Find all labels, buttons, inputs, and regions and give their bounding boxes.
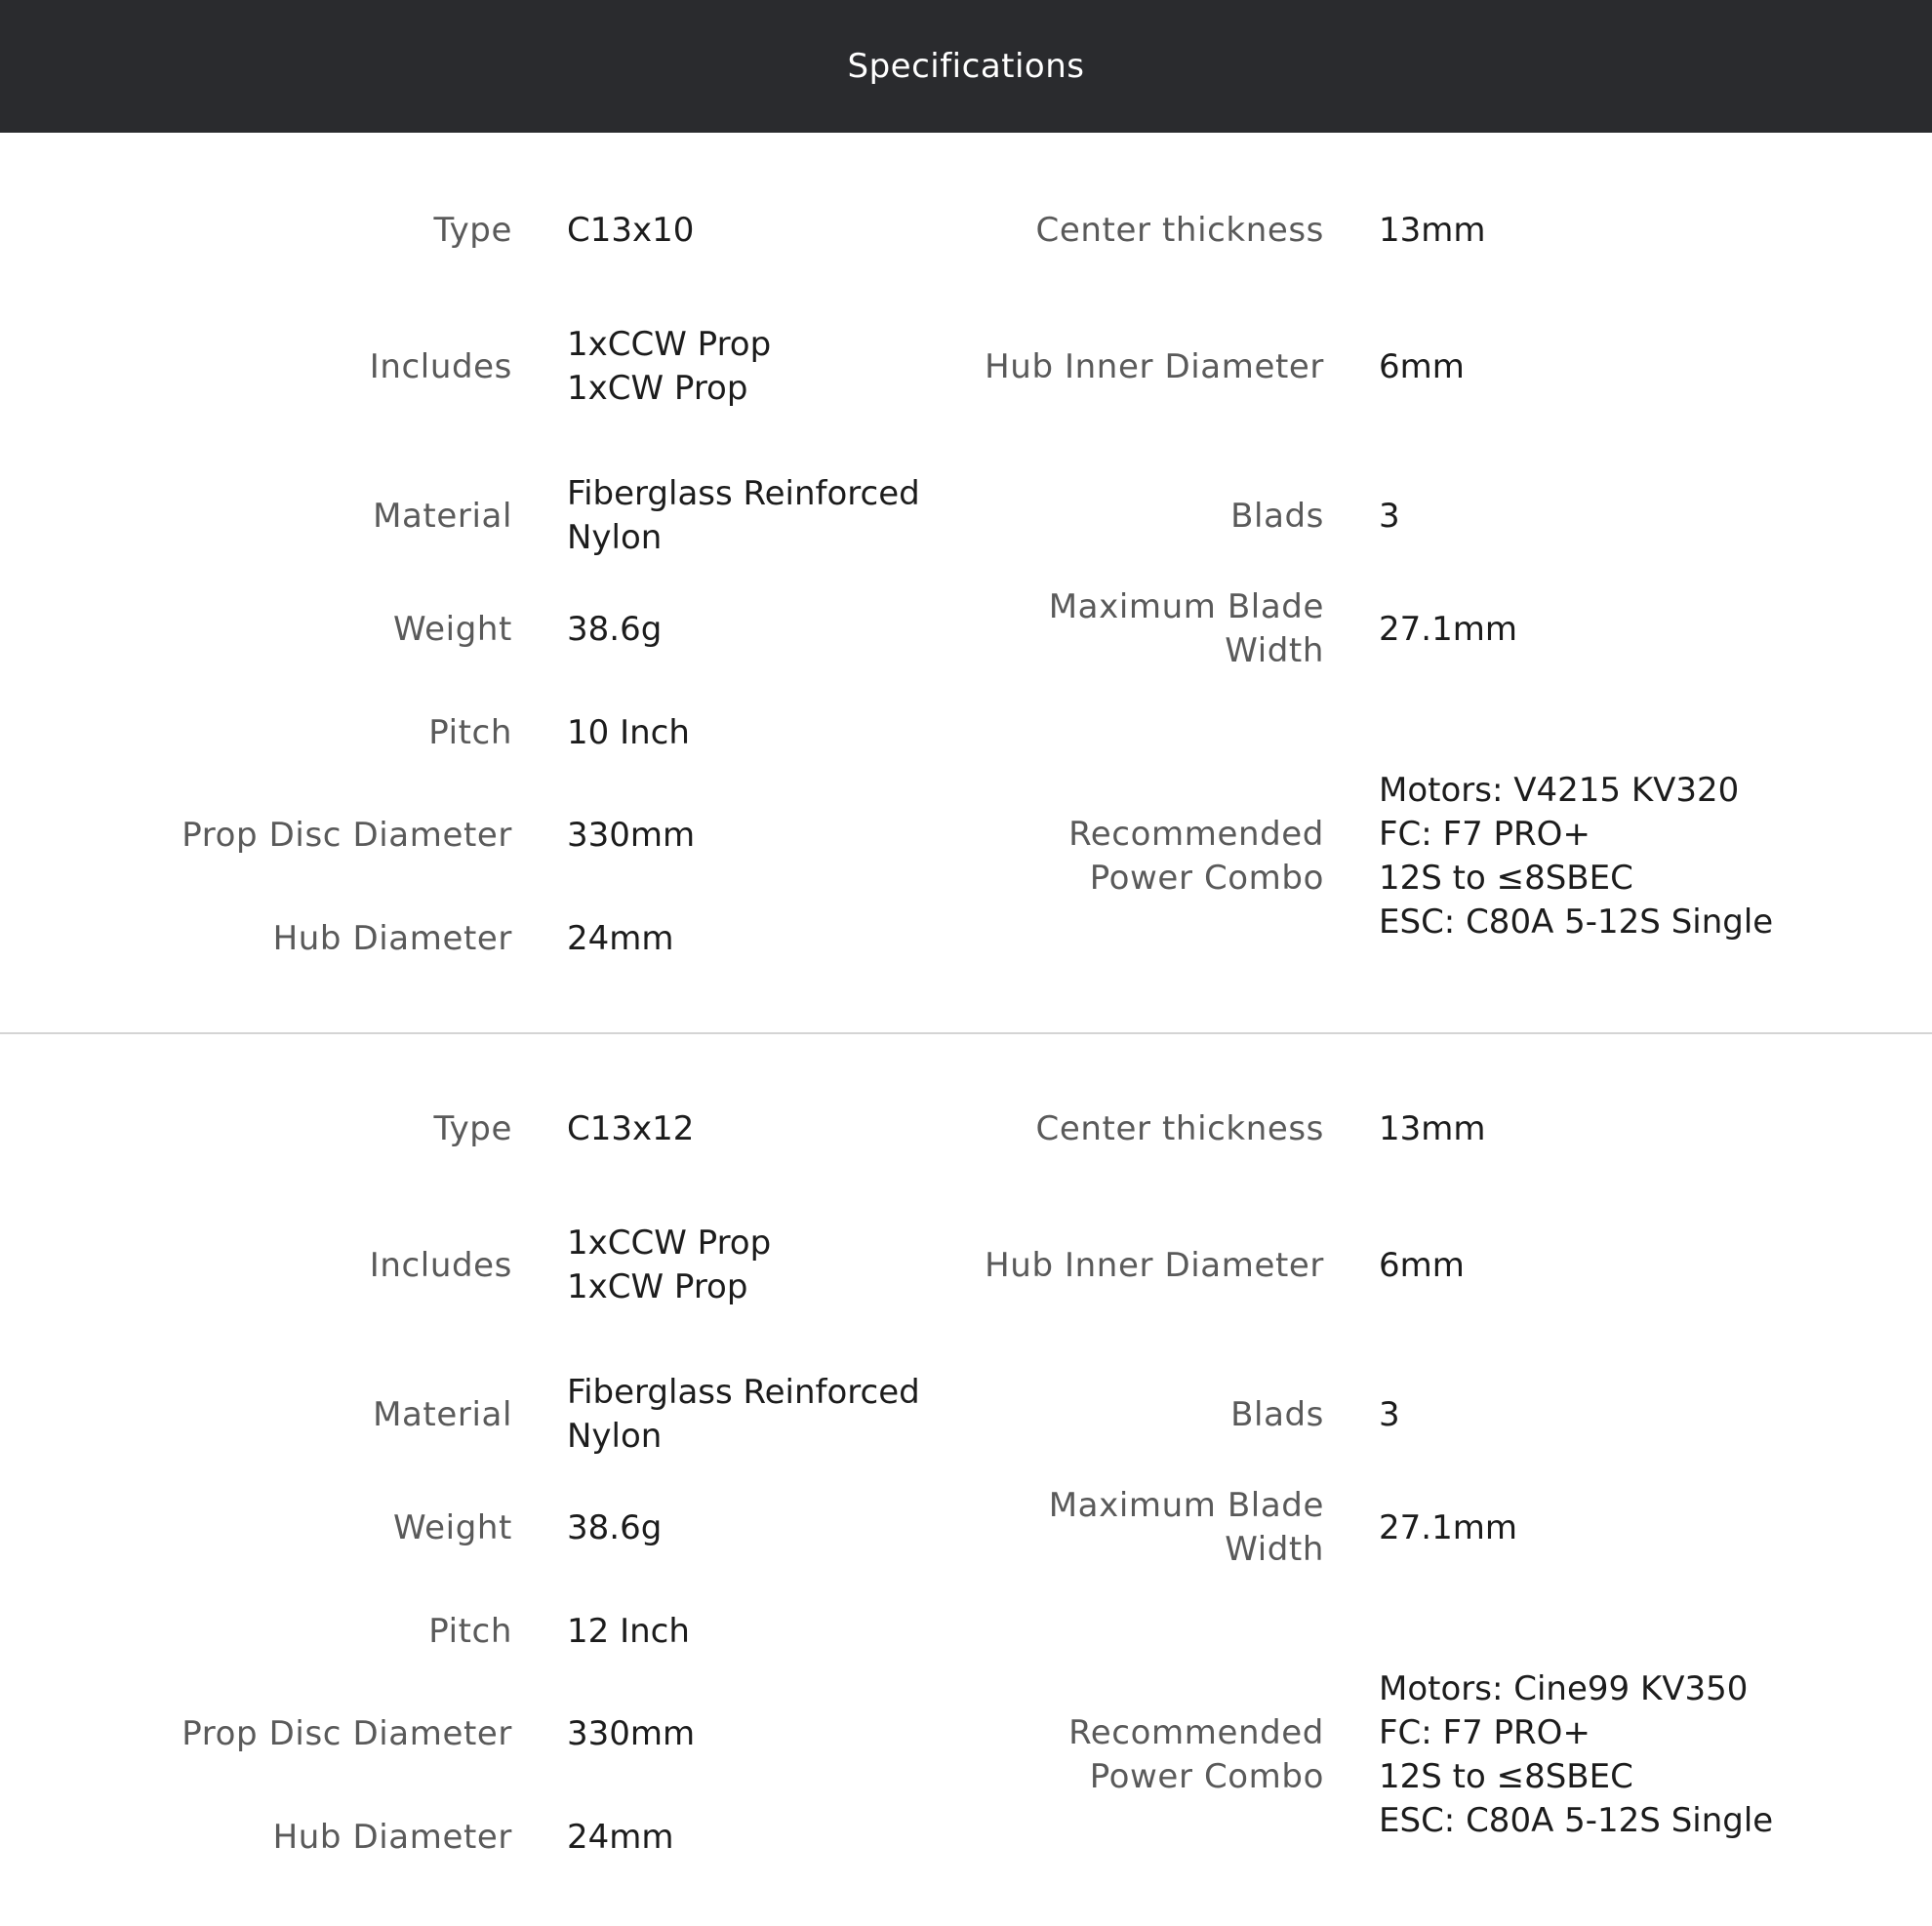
spec-value: Motors: Cine99 KV350 FC: F7 PRO+ 12S to ≤8SBEC ESC: C80A 5-12S Single <box>1379 1669 1774 1840</box>
spec-label: Prop Disc Diameter <box>181 815 512 855</box>
spec-value: 27.1mm <box>1379 1507 1517 1547</box>
spec-label: Material <box>373 496 512 536</box>
spec-label: Hub Inner Diameter <box>985 1245 1324 1285</box>
spec-value: 27.1mm <box>1379 609 1517 649</box>
spec-label: Includes <box>369 346 512 386</box>
spec-label: Includes <box>369 1245 512 1285</box>
spec-label: Center thickness <box>1035 210 1324 250</box>
spec-value: 24mm <box>567 918 674 958</box>
spec-value: 1xCCW Prop 1xCW Prop <box>567 1224 772 1306</box>
spec-value: 6mm <box>1379 1245 1465 1285</box>
spec-label: Type <box>433 210 512 250</box>
spec-value: 3 <box>1379 496 1400 536</box>
spec-label: Type <box>433 1108 512 1148</box>
spec-value: 6mm <box>1379 346 1465 386</box>
spec-value: 13mm <box>1379 210 1486 250</box>
spec-value: 12 Inch <box>567 1611 690 1651</box>
spec-label: Blads <box>1230 496 1324 536</box>
spec-label: Hub Inner Diameter <box>985 346 1324 386</box>
spec-label: Pitch <box>428 712 512 752</box>
spec-label: Weight <box>392 1507 512 1547</box>
spec-label: Prop Disc Diameter <box>181 1713 512 1753</box>
header-bar <box>0 0 1932 133</box>
page-title: Specifications <box>847 47 1085 86</box>
spec-label: Maximum Blade Width <box>1048 587 1324 670</box>
spec-value: 3 <box>1379 1394 1400 1434</box>
spec-label: Center thickness <box>1035 1108 1324 1148</box>
spec-label: Hub Diameter <box>272 1817 512 1857</box>
spec-value: 38.6g <box>567 609 663 649</box>
spec-label: Recommended Power Combo <box>1068 1713 1324 1796</box>
spec-label: Hub Diameter <box>272 918 512 958</box>
section-divider <box>0 1032 1932 1034</box>
spec-value: 330mm <box>567 815 696 855</box>
spec-label: Material <box>373 1394 512 1434</box>
spec-label: Weight <box>392 609 512 649</box>
spec-label: Maximum Blade Width <box>1048 1486 1324 1569</box>
spec-value: Motors: V4215 KV320 FC: F7 PRO+ 12S to ≤8SBEC ESC: C80A 5-12S Single <box>1379 771 1774 942</box>
spec-value: 10 Inch <box>567 712 690 752</box>
spec-value: C13x12 <box>567 1108 695 1148</box>
spec-value: 1xCCW Prop 1xCW Prop <box>567 325 772 408</box>
spec-value: 38.6g <box>567 1507 663 1547</box>
spec-label: Pitch <box>428 1611 512 1651</box>
spec-label: Blads <box>1230 1394 1324 1434</box>
spec-value: Fiberglass Reinforced Nylon <box>567 1373 920 1456</box>
spec-value: Fiberglass Reinforced Nylon <box>567 474 920 557</box>
spec-value: 330mm <box>567 1713 696 1753</box>
spec-value: 13mm <box>1379 1108 1486 1148</box>
spec-value: 24mm <box>567 1817 674 1857</box>
spec-value: C13x10 <box>567 210 695 250</box>
spec-label: Recommended Power Combo <box>1068 815 1324 898</box>
